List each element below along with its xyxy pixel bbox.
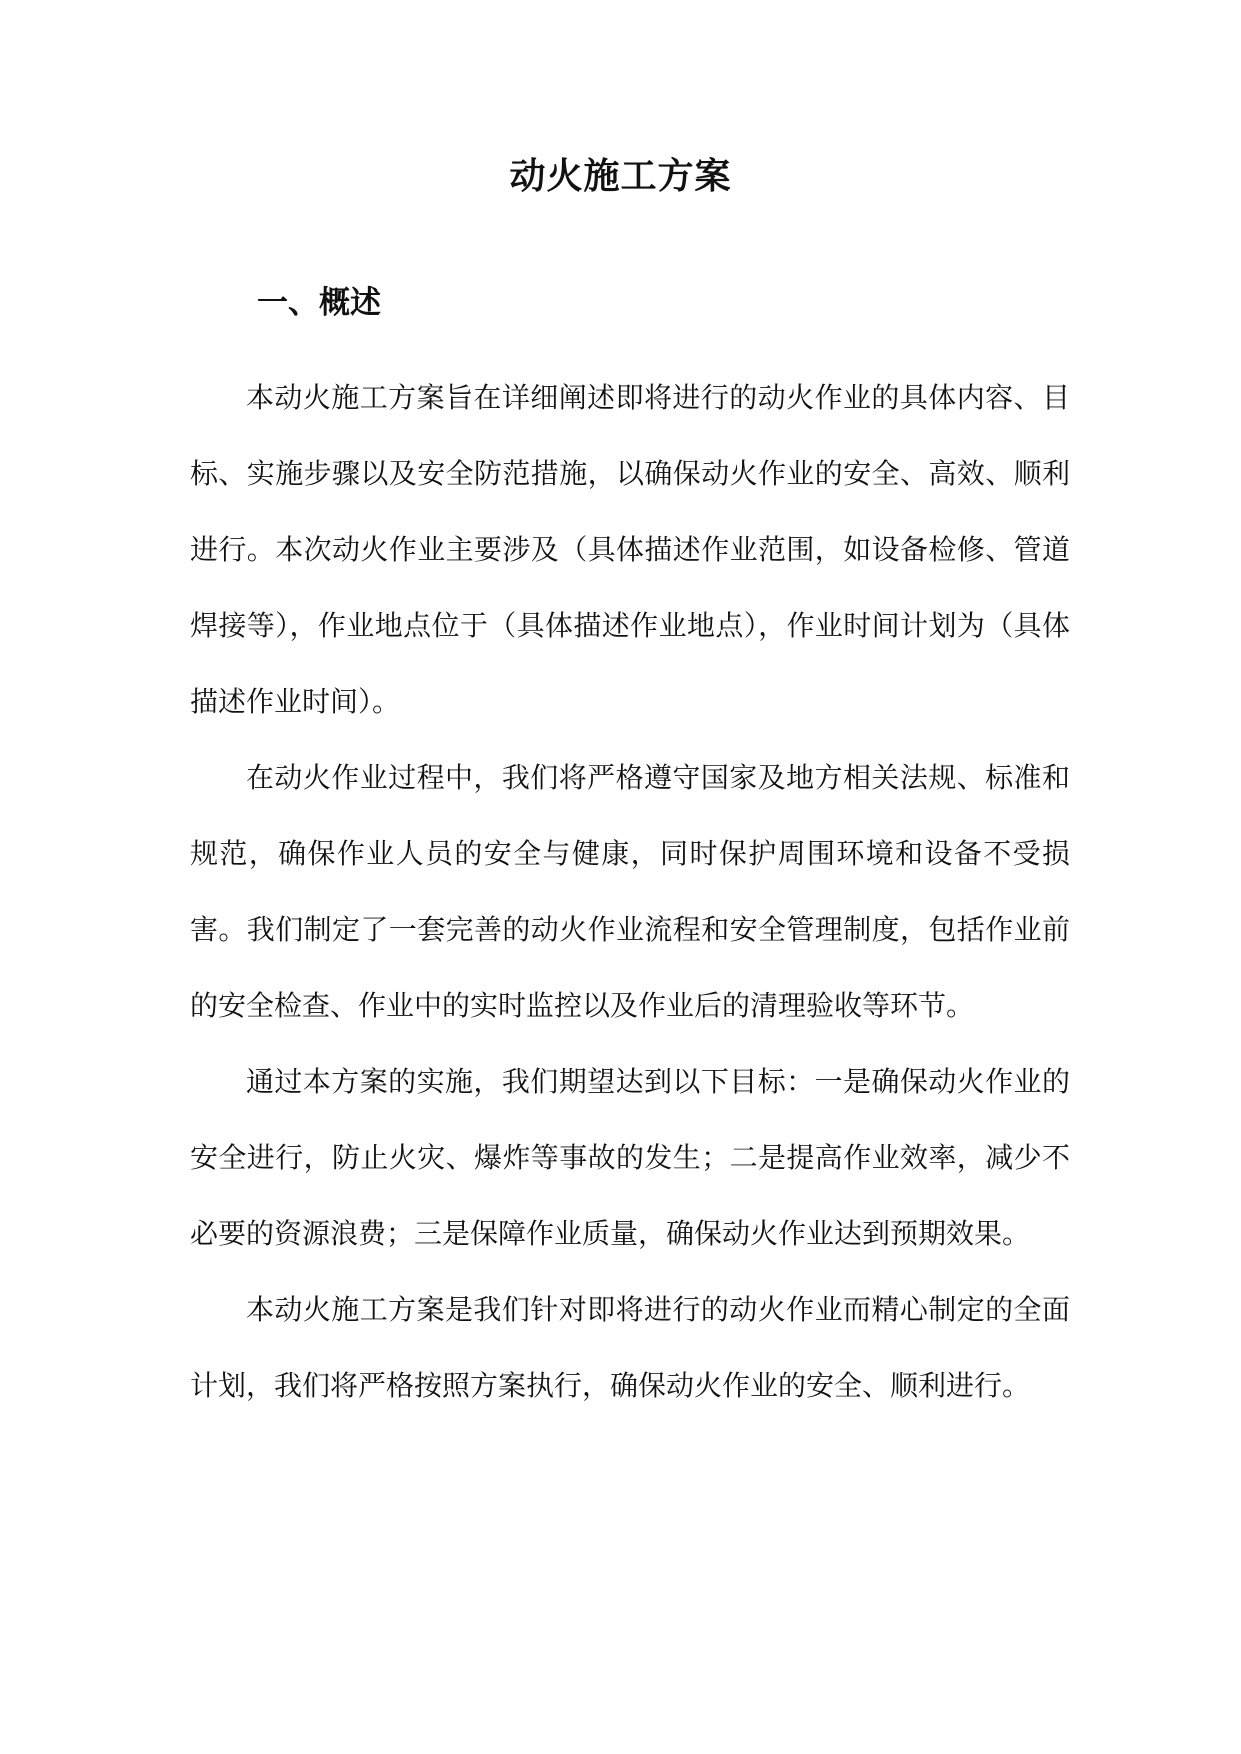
paragraph-2: 在动火作业过程中，我们将严格遵守国家及地方相关法规、标准和规范，确保作业人员的安全与健康，同时保护周围环境和设备不受损害。我们制定了一套完善的动火作业流程和安全管理制度，包括作业前的安全检查、作业中的实时监控以及作业后的清理验收等环节。	[190, 761, 1070, 1022]
paragraph-4: 本动火施工方案是我们针对即将进行的动火作业而精心制定的全面计划，我们将严格按照方案执行，确保动火作业的安全、顺利进行。	[190, 1293, 1070, 1402]
section-heading-overview: 一、概述	[257, 285, 381, 321]
document-title: 动火施工方案	[509, 155, 732, 197]
paragraph-3: 通过本方案的实施，我们期望达到以下目标：一是确保动火作业的安全进行，防止火灾、爆炸等事故的发生；二是提高作业效率，减少不必要的资源浪费；三是保障作业质量，确保动火作业达到预期效果。	[190, 1065, 1070, 1250]
document-body	[190, 360, 1070, 1424]
paragraph-1: 本动火施工方案旨在详细阐述即将进行的动火作业的具体内容、目标、实施步骤以及安全防范措施，以确保动火作业的安全、高效、顺利进行。本次动火作业主要涉及（具体描述作业范围，如设备检修、管道焊接等），作业地点位于（具体描述作业地点），作业时间计划为（具体描述作业时间）。	[190, 381, 1070, 718]
